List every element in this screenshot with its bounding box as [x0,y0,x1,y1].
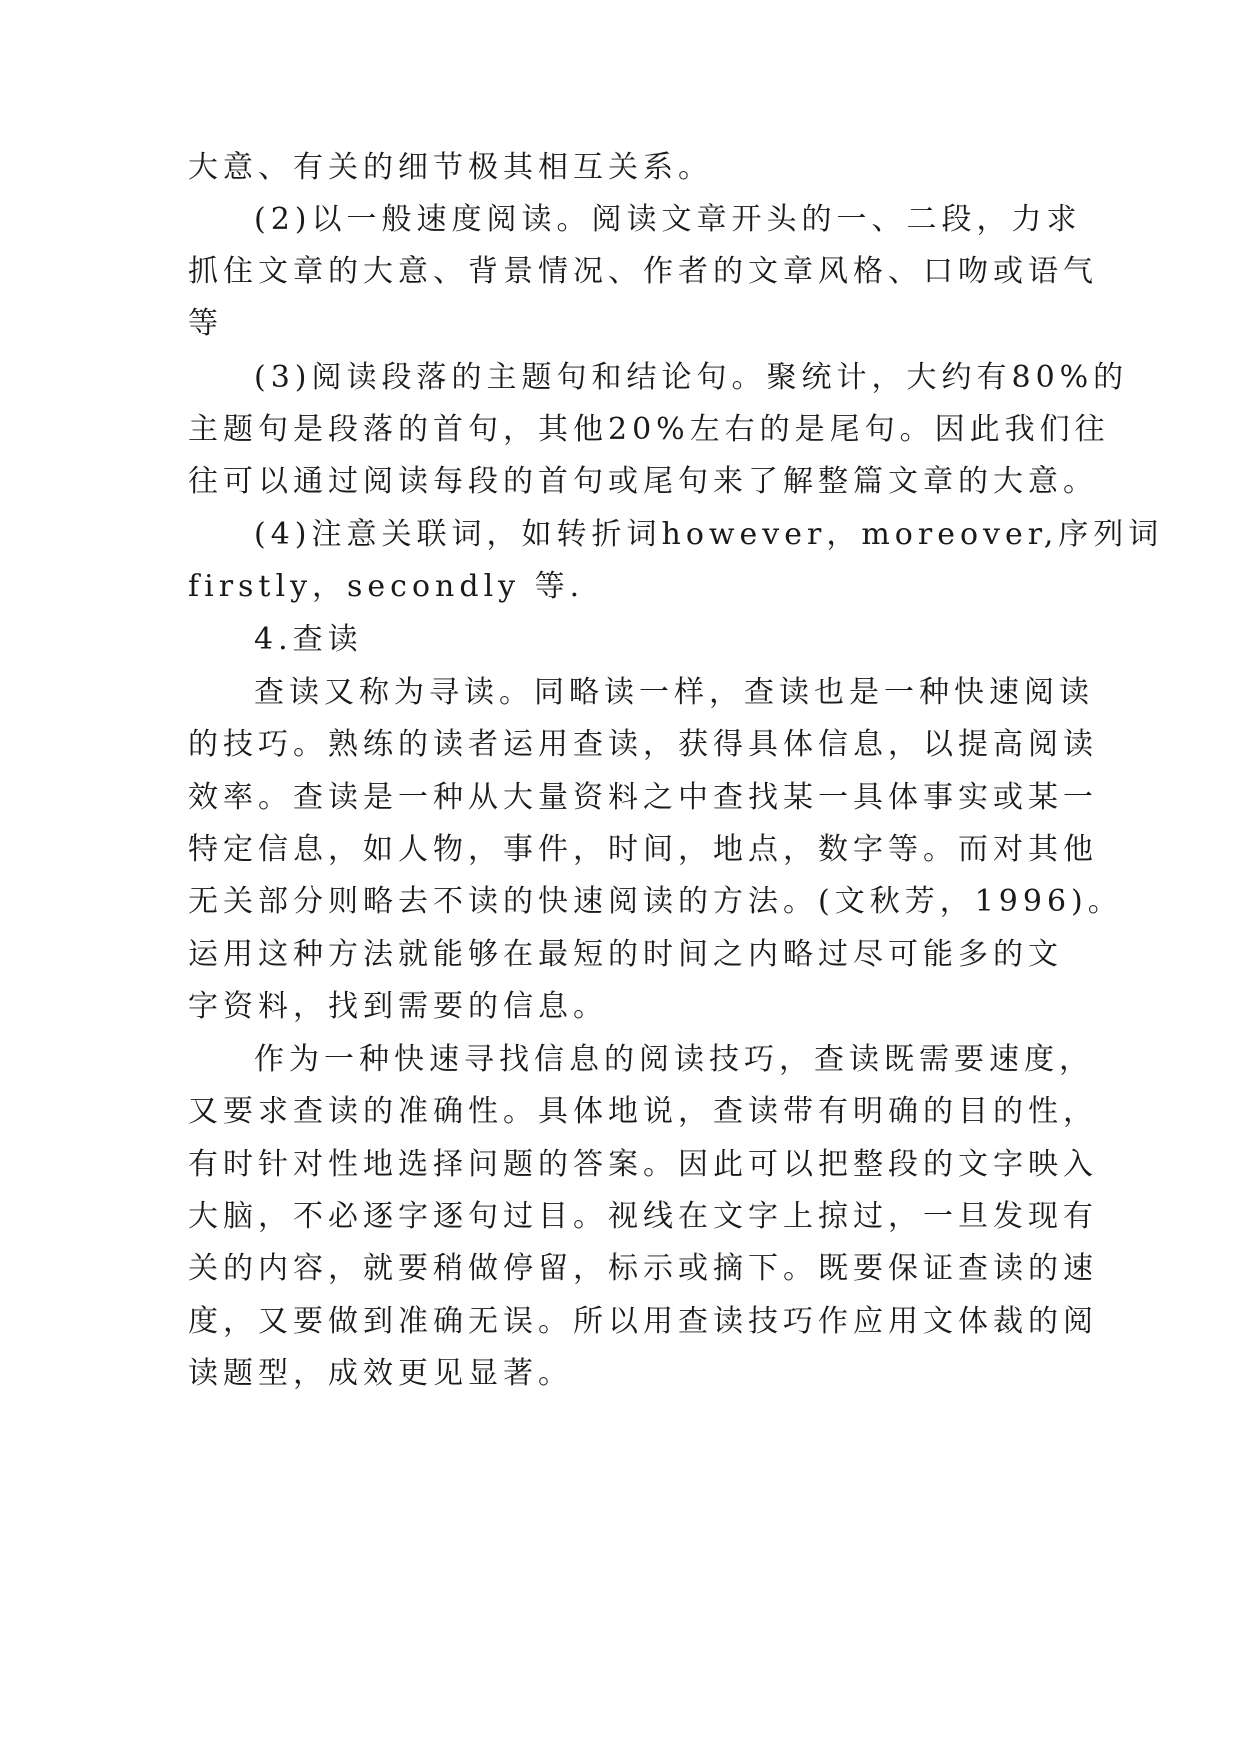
text-line: (2)以一般速度阅读。阅读文章开头的一、二段，力求 [254,202,1082,237]
text-line: 主题句是段落的首句，其他20%左右的是尾句。因此我们往 [188,412,1110,447]
text-line: 效率。查读是一种从大量资料之中查找某一具体事实或某一 [188,780,1098,815]
text-line: 往可以通过阅读每段的首句或尾句来了解整篇文章的大意。 [188,464,1098,499]
text-line: 大脑，不必逐字逐句过目。视线在文字上掠过，一旦发现有 [188,1199,1098,1234]
text-line: 又要求查读的准确性。具体地说，查读带有明确的目的性， [188,1094,1098,1129]
text-line: 大意、有关的细节极其相互关系。 [188,150,713,185]
text-line: 关的内容，就要稍做停留，标示或摘下。既要保证查读的速 [188,1251,1098,1286]
section-heading: 4.查读 [254,622,363,657]
text-line: 运用这种方法就能够在最短的时间之内略过尽可能多的文 [188,937,1063,972]
text-line: 等 [188,306,223,341]
text-line: 读题型，成效更见显著。 [188,1356,573,1391]
text-line: (3)阅读段落的主题句和结论句。聚统计，大约有80%的 [254,360,1129,395]
text-line: 度，又要做到准确无误。所以用查读技巧作应用文体裁的阅 [188,1304,1098,1339]
text-line: 的技巧。熟练的读者运用查读，获得具体信息，以提高阅读 [188,727,1098,762]
text-line: 字资料，找到需要的信息。 [188,989,608,1024]
text-line: 有时针对性地选择问题的答案。因此可以把整段的文字映入 [188,1147,1098,1182]
text-line: (4)注意关联词，如转折词however，moreover,序列词 [254,517,1164,552]
text-line: 查读又称为寻读。同略读一样，查读也是一种快速阅读 [254,675,1094,710]
text-line: 抓住文章的大意、背景情况、作者的文章风格、口吻或语气 [188,254,1098,289]
text-line: 特定信息，如人物，事件，时间，地点，数字等。而对其他 [188,832,1098,867]
text-line: 作为一种快速寻找信息的阅读技巧，查读既需要速度， [254,1042,1094,1077]
text-line: 无关部分则略去不读的快速阅读的方法。(文秋芳，1996)。 [188,884,1123,919]
text-line: firstly，secondly 等. [188,569,585,604]
